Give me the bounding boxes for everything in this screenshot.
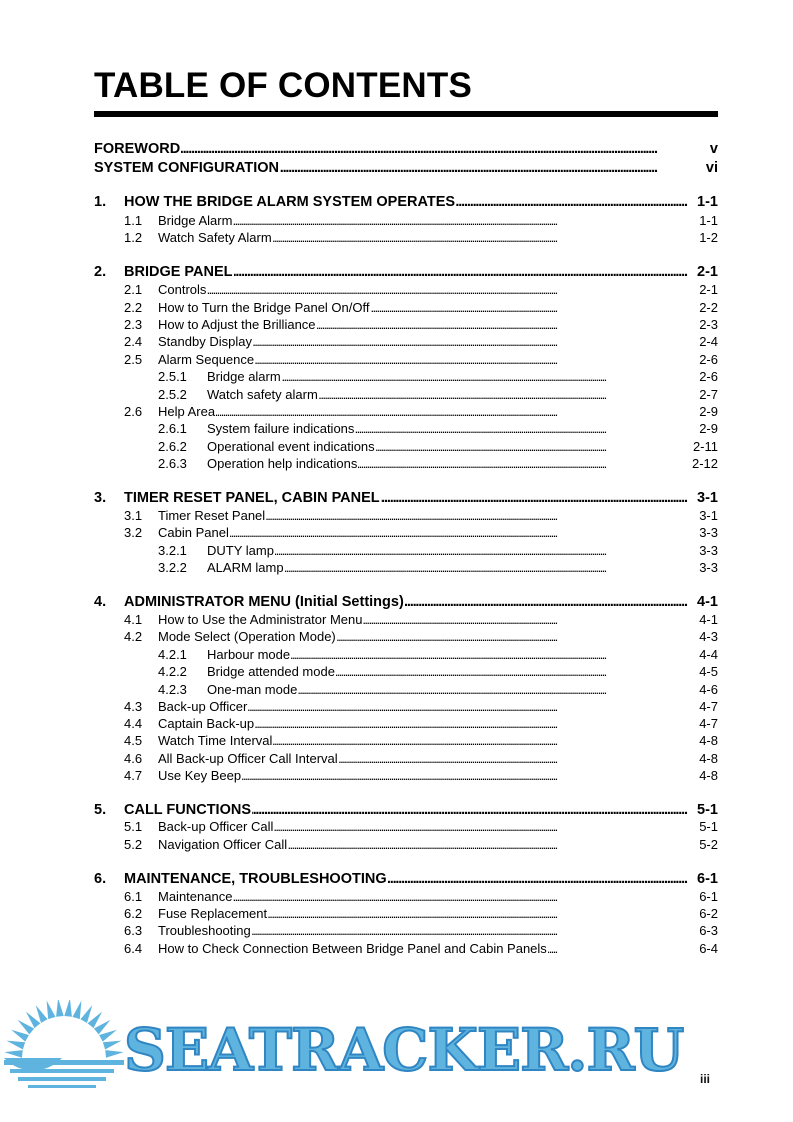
toc-entry-title: Troubleshooting [158,923,251,938]
toc-entry[interactable] [0,750,793,768]
toc-chapter[interactable] [0,593,793,611]
toc-entry-number: 2.3 [124,317,143,332]
toc-entry[interactable] [0,559,793,577]
toc-entry-number: 6. [94,871,107,887]
toc-entry[interactable] [0,351,793,369]
toc-page-number: 4-5 [699,664,718,679]
toc-page-number: 4-1 [699,612,718,627]
toc-entry-title: How to Check Connection Between Bridge Panel and Cabin Panels [158,941,547,956]
toc-page-number: 2-4 [699,334,718,349]
toc-page-number: 6-2 [699,906,718,921]
watermark-text: SEATRACKER.RU [124,1016,684,1084]
toc-entry[interactable] [0,542,793,560]
toc-entry-title: Standby Display [158,334,252,349]
toc-entry[interactable] [0,646,793,664]
toc-entry-title: Bridge attended mode [207,664,335,679]
page-title: TABLE OF CONTENTS [94,66,473,105]
toc-page-number: 3-3 [699,543,718,558]
toc-entry-title: Use Key Beep [158,768,242,783]
toc-entry-title: How to Adjust the Brilliance [158,317,316,332]
toc-entry-title: Back-up Officer Call [158,819,274,834]
toc-entry-title: SYSTEM CONFIGURATION [94,160,280,176]
toc-entry-title: Watch Safety Alarm [158,230,272,245]
toc-page-number: 2-7 [699,387,718,402]
toc-page-number: 4-8 [699,751,718,766]
toc-page-number: 2-6 [699,352,718,367]
toc-entry-number: 4.2.2 [158,664,187,679]
toc-page-number: 1-2 [699,230,718,245]
toc-page-number: 4-3 [699,629,718,644]
toc-entry[interactable] [0,732,793,750]
toc-entry-title: Watch safety alarm [207,387,318,402]
toc-entry[interactable] [0,403,793,421]
toc-chapter[interactable] [0,140,793,158]
toc-page-number: 3-3 [699,560,718,575]
toc-entry-number: 6.4 [124,941,143,956]
toc-entry[interactable] [0,818,793,836]
toc-entry[interactable] [0,715,793,733]
toc-page-number: 5-1 [699,819,718,834]
toc-entry-title: Controls [158,282,207,297]
toc-entry-number: 3.2.2 [158,560,187,575]
toc-page-number: 4-7 [699,716,718,731]
toc-page-number: 4-1 [697,594,718,610]
toc-page-number: 6-1 [699,889,718,904]
toc-entry-number: 2.6.2 [158,439,187,454]
toc-entry-title: FOREWORD [94,141,181,157]
toc-page-number: vi [705,160,718,176]
toc-entry[interactable] [0,681,793,699]
toc-chapter[interactable] [0,870,793,888]
toc-page-number: v [709,141,718,157]
toc-entry[interactable] [0,420,793,438]
toc-entry-number: 4.2.3 [158,682,187,697]
toc-entry-title: Cabin Panel [158,525,229,540]
toc-entry-number: 2.5 [124,352,143,367]
toc-entry[interactable] [0,333,793,351]
toc-entry-title: Timer Reset Panel [158,508,266,523]
toc-entry-title: All Back-up Officer Call Interval [158,751,338,766]
toc-chapter[interactable] [0,801,793,819]
toc-entry-title: Bridge Alarm [158,213,233,228]
toc-entry[interactable] [0,767,793,785]
toc-entry-title: HOW THE BRIDGE ALARM SYSTEM OPERATES [124,194,456,210]
toc-entry-title: Mode Select (Operation Mode) [158,629,336,644]
toc-entry-number: 5.1 [124,819,143,834]
toc-page-number: 1-1 [697,194,718,210]
toc-entry[interactable] [0,386,793,404]
toc-entry-number: 2. [94,264,107,280]
toc-entry[interactable] [0,455,793,473]
toc-page-number: 2-6 [699,369,718,384]
toc-page-number: 6-3 [699,923,718,938]
toc-entry[interactable] [0,438,793,456]
toc-page-number: 2-9 [699,404,718,419]
toc-entry-number: 4.6 [124,751,143,766]
toc-page-number: 4-8 [699,733,718,748]
toc-entry[interactable] [0,922,793,940]
toc-page-number: 5-1 [697,802,718,818]
toc-entry[interactable] [0,524,793,542]
toc-page-number: 2-1 [697,264,718,280]
toc-page-number: 3-1 [697,490,718,506]
toc-entry-title: ADMINISTRATOR MENU (Initial Settings) [124,594,404,610]
toc-entry-number: 6.2 [124,906,143,921]
toc-entry-number: 4. [94,594,107,610]
toc-entry-number: 6.3 [124,923,143,938]
toc-entry-number: 5. [94,802,107,818]
toc-entry-number: 4.4 [124,716,143,731]
toc-entry-title: BRIDGE PANEL [124,264,233,280]
toc-page-number: 3-3 [699,525,718,540]
toc-entry-title: Navigation Officer Call [158,837,288,852]
toc-entry-number: 4.7 [124,768,143,783]
toc-entry-number: 3.2 [124,525,143,540]
toc-entry-number: 6.1 [124,889,143,904]
toc-page-number: 6-4 [699,941,718,956]
toc-entry-title: Back-up Officer [158,699,248,714]
toc-entry-title: Operation help indications [207,456,358,471]
toc-entry[interactable] [0,507,793,525]
toc-entry-title: Watch Time Interval [158,733,273,748]
toc-entry-title: How to Use the Administrator Menu [158,612,363,627]
toc-entry-number: 4.1 [124,612,143,627]
toc-entry-number: 2.4 [124,334,143,349]
toc-page-number: 2-2 [699,300,718,315]
toc-entry-title: One-man mode [207,682,298,697]
toc-entry-number: 1.1 [124,213,143,228]
toc-entry-number: 4.5 [124,733,143,748]
toc-entry[interactable] [0,368,793,386]
toc-page-number: 5-2 [699,837,718,852]
toc-page-number: 4-8 [699,768,718,783]
toc-page-number: 1-1 [699,213,718,228]
toc-entry-title: ALARM lamp [207,560,284,575]
toc-page-number: 2-11 [692,439,718,454]
toc-entry[interactable] [0,663,793,681]
toc-page-number: 4-6 [699,682,718,697]
page-number: iii [700,1072,711,1086]
toc-entry-title: TIMER RESET PANEL, CABIN PANEL [124,490,380,506]
toc-entry-number: 2.6 [124,404,143,419]
toc-page-number: 2-12 [691,456,718,471]
toc-page-number: 2-9 [699,421,718,436]
toc-entry-number: 4.3 [124,699,143,714]
toc-entry-title: MAINTENANCE, TROUBLESHOOTING [124,871,387,887]
toc-entry-number: 2.6.3 [158,456,187,471]
toc-entry-title: Alarm Sequence [158,352,255,367]
toc-entry-number: 2.2 [124,300,143,315]
toc-page-number: 4-7 [699,699,718,714]
toc-entry[interactable] [0,628,793,646]
toc-entry-number: 2.5.2 [158,387,187,402]
toc-entry-title: Harbour mode [207,647,291,662]
toc-entry-number: 4.2.1 [158,647,187,662]
toc-entry[interactable] [0,940,793,958]
toc-entry[interactable] [0,888,793,906]
toc-entry-number: 1. [94,194,107,210]
toc-entry[interactable] [0,698,793,716]
toc-page-number: 2-1 [699,282,718,297]
toc-entry[interactable] [0,836,793,854]
toc-entry[interactable] [0,905,793,923]
toc-entry-number: 2.6.1 [158,421,187,436]
toc-entry-number: 5.2 [124,837,143,852]
toc-chapter[interactable] [0,193,793,211]
toc-entry[interactable] [0,212,793,230]
toc-entry-title: Captain Back-up [158,716,255,731]
toc-entry[interactable] [0,299,793,317]
toc-entry-number: 3. [94,490,107,506]
toc-entry[interactable] [0,611,793,629]
toc-page-number: 6-1 [697,871,718,887]
toc-chapter[interactable] [0,159,793,177]
toc-entry[interactable] [0,229,793,247]
toc-entry-title: System failure indications [207,421,355,436]
toc-entry-title: Maintenance [158,889,233,904]
toc-entry-title: DUTY lamp [207,543,274,558]
toc-entry-number: 3.1 [124,508,143,523]
toc-page-number: 2-3 [699,317,718,332]
toc-entry-number: 1.2 [124,230,143,245]
toc-entry-title: How to Turn the Bridge Panel On/Off [158,300,370,315]
toc-entry-number: 4.2 [124,629,143,644]
toc-entry-title: Fuse Replacement [158,906,268,921]
toc-chapter[interactable] [0,489,793,507]
toc-entry-title: CALL FUNCTIONS [124,802,252,818]
toc-entry-number: 2.5.1 [158,369,187,384]
toc-chapter[interactable] [0,263,793,281]
toc-entry-title: Bridge alarm [207,369,281,384]
toc-entry-number: 3.2.1 [158,543,187,558]
toc-page-number: 3-1 [699,508,718,523]
toc-entry[interactable] [0,316,793,334]
toc-entry-title: Help Area [158,404,216,419]
toc-page-number: 4-4 [699,647,718,662]
toc-entry-number: 2.1 [124,282,143,297]
toc-entry-title: Operational event indications [207,439,375,454]
toc-entry[interactable] [0,281,793,299]
